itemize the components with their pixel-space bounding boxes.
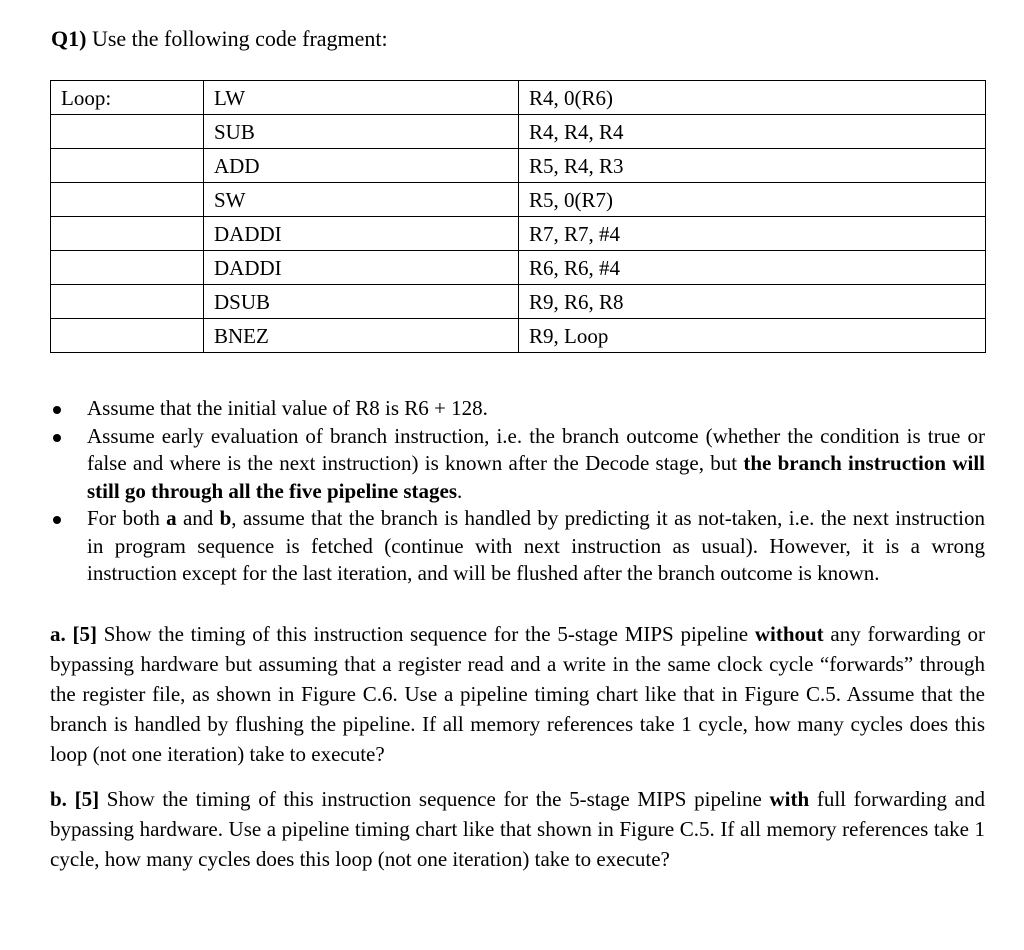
assumption-text: , assume that the branch is handled by predicting it as not-taken, i.e. the next instruction in program sequence is fetched (continue with next instruction as usual). However, it is a wrong instruction except for the last iteration, and will be flushed after the branch outcome is known. xyxy=(87,506,985,585)
question-intro: Use the following code fragment: xyxy=(86,26,388,51)
bullet-icon xyxy=(53,434,61,442)
opcode-cell: ADD xyxy=(204,149,519,183)
opcode-cell: DSUB xyxy=(204,285,519,319)
bullet-icon xyxy=(53,516,61,524)
part-a-paragraph xyxy=(50,619,985,769)
part-b-text: full forwarding and bypassing hardware. Use a pipeline timing chart like that shown in Figure C.5. If all memory references take 1 cycle, how many cycles does this loop (not one iteration) take to execute? xyxy=(50,787,985,871)
assumption-text: and xyxy=(176,506,220,530)
part-a-ref: a xyxy=(166,506,177,530)
assumption-bold-text: the branch instruction will still go through all the five pipeline stages xyxy=(87,451,985,503)
assumption-text: For both xyxy=(87,506,167,530)
opcode-cell: BNEZ xyxy=(204,319,519,353)
operands-cell: R4, R4, R4 xyxy=(519,115,986,149)
table-row xyxy=(51,217,986,251)
assumption-text-end: . xyxy=(457,478,463,503)
assumptions-list xyxy=(0,395,985,588)
label-cell xyxy=(51,217,204,251)
label-cell xyxy=(51,319,204,353)
part-b-ref: b xyxy=(219,506,232,530)
table-row xyxy=(51,251,986,285)
label-cell xyxy=(51,149,204,183)
operands-cell: R9, Loop xyxy=(519,319,986,353)
table-row xyxy=(51,149,986,183)
assumption-text: Assume that the initial value of R8 is R6 + 128. xyxy=(87,396,488,420)
opcode-cell: SW xyxy=(204,183,519,217)
list-item xyxy=(0,395,985,423)
bullet-icon xyxy=(53,406,61,414)
operands-cell: R4, 0(R6) xyxy=(519,81,986,115)
label-cell: Loop: xyxy=(51,81,204,115)
part-a-text: Show the timing of this instruction sequence for the 5-stage MIPS pipeline xyxy=(96,622,755,646)
operands-cell: R5, R4, R3 xyxy=(519,149,986,183)
question-title xyxy=(51,25,388,53)
list-item xyxy=(0,505,985,588)
table-row xyxy=(51,183,986,217)
opcode-cell: LW xyxy=(204,81,519,115)
question-number: Q1) xyxy=(51,26,87,51)
part-a-text: any forwarding or bypassing hardware but assuming that a register read and a write in the same clock cycle “forwards” through the register file, as shown in Figure C.6. Use a pipeline timing chart like that in Figure C.5. Assume that the branch is handled by flushing the pipeline. If all memory references take 1 cycle, how many cycles does this loop (not one iteration) take to execute? xyxy=(50,622,985,766)
label-cell xyxy=(51,251,204,285)
operands-cell: R9, R6, R8 xyxy=(519,285,986,319)
opcode-cell: DADDI xyxy=(204,217,519,251)
table-row xyxy=(51,115,986,149)
opcode-cell: DADDI xyxy=(204,251,519,285)
part-b-bold: with xyxy=(769,787,810,811)
label-cell xyxy=(51,115,204,149)
part-a-label: a. [5] xyxy=(50,622,97,646)
table-row xyxy=(51,81,986,115)
table-row xyxy=(51,319,986,353)
opcode-cell: SUB xyxy=(204,115,519,149)
part-b-text: Show the timing of this instruction sequence for the 5-stage MIPS pipeline xyxy=(99,787,770,811)
operands-cell: R7, R7, #4 xyxy=(519,217,986,251)
label-cell xyxy=(51,183,204,217)
operands-cell: R6, R6, #4 xyxy=(519,251,986,285)
list-item xyxy=(0,423,985,506)
assumption-text: Assume early evaluation of branch instruction, i.e. the branch outcome (whether the condition is true or false and where is the next instruction) is known after the Decode stage, but xyxy=(87,423,985,475)
part-b-label: b. [5] xyxy=(50,787,100,811)
part-b-paragraph xyxy=(50,784,985,874)
part-a-bold: without xyxy=(754,622,824,646)
table-row xyxy=(51,285,986,319)
operands-cell: R5, 0(R7) xyxy=(519,183,986,217)
label-cell xyxy=(51,285,204,319)
code-fragment-table xyxy=(50,80,986,353)
